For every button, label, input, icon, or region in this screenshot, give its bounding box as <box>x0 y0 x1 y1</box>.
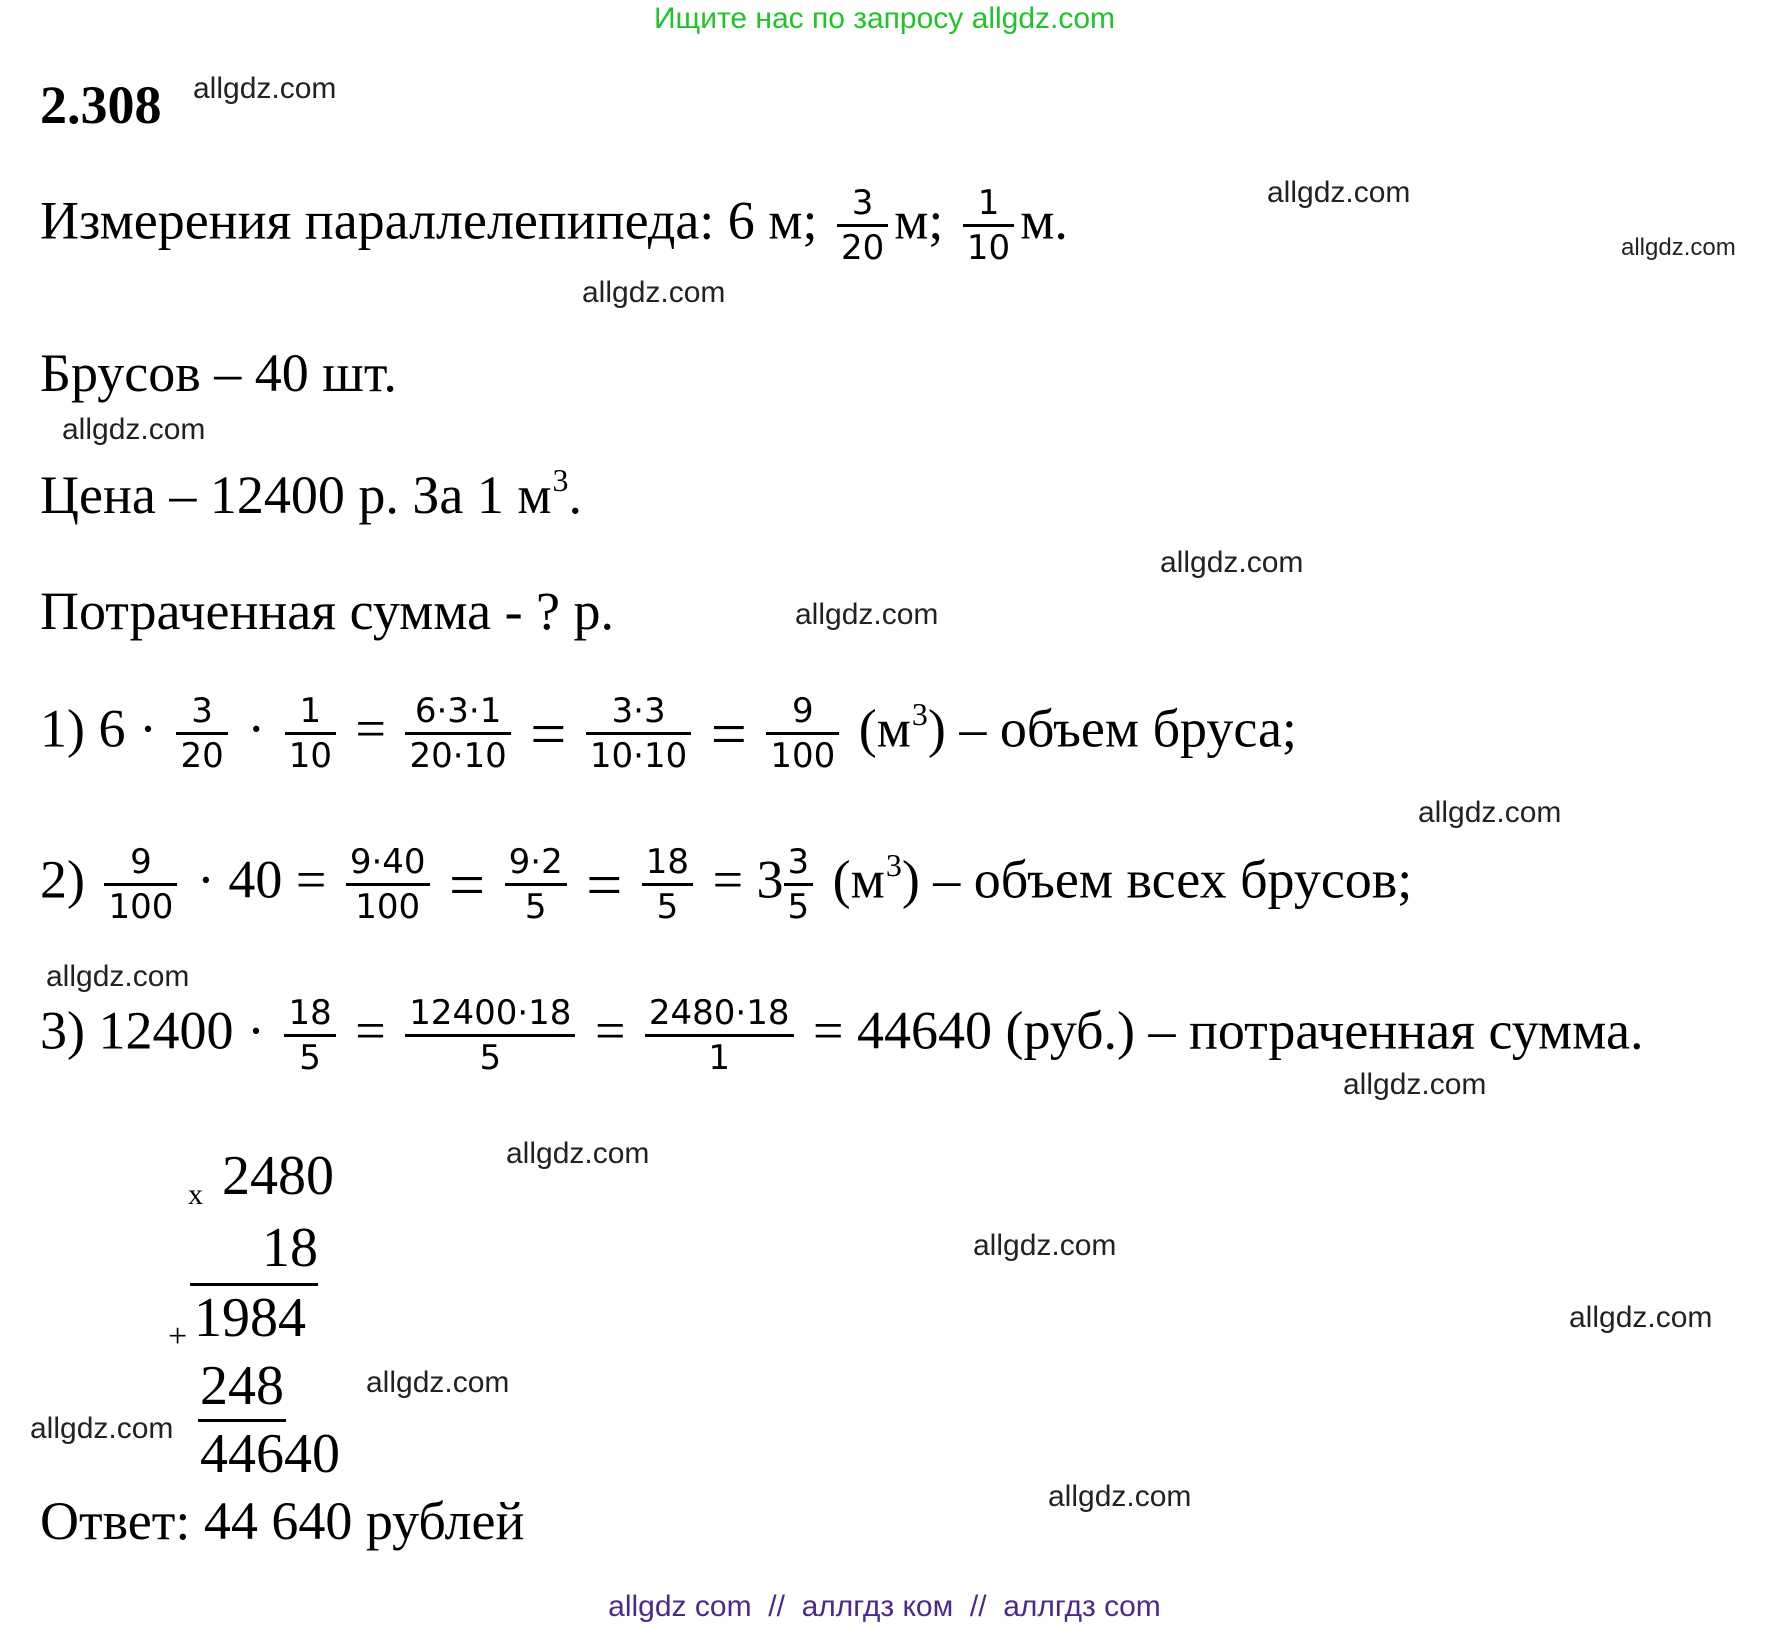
unit: м; <box>894 190 944 251</box>
given-price: Цена – 12400 р. За 1 $м^3$. <box>40 462 583 525</box>
solution-step-1: 1) 6 · $\frac{3}{20}$ · $\frac{1}{10}$ = $\frac{6\cdot 3\cdot 1}{20\cdot 10}$ = $\frac{3\cdot 3}{10\cdot 10}$ = $\frac{9}{100}$ $(м^3)$ – объем бруса; <box>40 691 1297 776</box>
watermark: allgdz.com <box>366 1366 510 1399</box>
header-search-text: Ищите нас по запросу allgdz.com <box>653 2 1116 35</box>
multiplicand: 2480 <box>222 1145 334 1207</box>
partial-product-2: 248 <box>200 1355 284 1417</box>
watermark: allgdz.com <box>1048 1480 1192 1513</box>
watermark: allgdz.com <box>1160 546 1304 579</box>
unit: м. <box>1020 190 1068 251</box>
dimensions-label: Измерения параллелепипеда: 6 м; <box>40 190 818 251</box>
solution-step-2: 2) $\frac{9}{100}$ · 40 = $\frac{9\cdot 40}{100}$ = $\frac{9\cdot 2}{5}$ = $\frac{18}{5}$ = 3 $\frac{3}{5}$ $(м^3)$ – объем всех брусов; <box>40 842 1413 927</box>
solution-step-3: 3) 12400 · $\frac{18}{5}$ = $\frac{12400\cdot 18}{5}$ = $\frac{2480\cdot 18}{1}$ = 44640 (руб.) – потраченная сумма. <box>40 993 1644 1078</box>
fraction: $\frac{1}{10}$ <box>963 186 1014 266</box>
watermark: allgdz.com <box>795 598 939 631</box>
watermark: allgdz.com <box>506 1137 650 1170</box>
watermark: allgdz.com <box>62 413 206 446</box>
product-result: 44640 <box>200 1423 340 1485</box>
footer-text: allgdz com // аллгдз ком // аллгдз com <box>608 1590 1161 1623</box>
watermark: allgdz.com <box>46 960 190 993</box>
partial-underline <box>198 1419 286 1422</box>
given-dimensions <box>40 183 1068 268</box>
answer: Ответ: 44 640 рублей <box>40 1491 525 1551</box>
given-bars: Брусов – 40 шт. <box>40 343 397 403</box>
times-sign: x <box>188 1178 203 1211</box>
watermark: allgdz.com <box>1343 1068 1487 1101</box>
watermark: allgdz.com <box>1569 1301 1713 1334</box>
watermark: allgdz.com <box>30 1412 174 1445</box>
watermark: allgdz.com <box>1621 234 1736 261</box>
partial-product-1: 1984 <box>194 1287 306 1349</box>
watermark: allgdz.com <box>1418 796 1562 829</box>
plus-sign: + <box>168 1318 188 1355</box>
watermark: allgdz.com <box>973 1229 1117 1262</box>
multiplier-underline <box>190 1283 318 1286</box>
fraction: $\frac{3}{20}$ <box>837 186 888 266</box>
watermark: allgdz.com <box>1267 176 1411 209</box>
multiplier: 18 <box>262 1217 318 1279</box>
watermark: allgdz.com <box>193 72 337 105</box>
problem-number: 2.308 <box>40 75 162 135</box>
watermark: allgdz.com <box>582 276 726 309</box>
given-question: Потраченная сумма - ? р. <box>40 581 615 641</box>
